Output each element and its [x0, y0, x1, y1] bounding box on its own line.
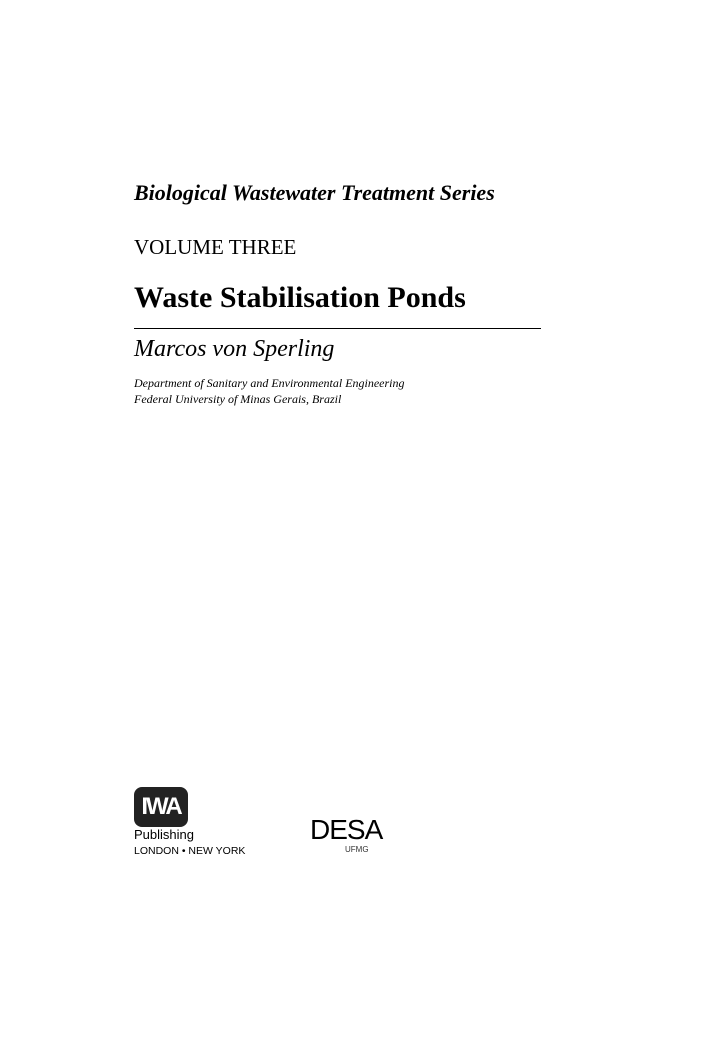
ufmg-logo-subtext: UFMG [345, 845, 369, 854]
author-name: Marcos von Sperling [134, 336, 335, 362]
iwa-logo: IWA [134, 787, 188, 827]
series-title: Biological Wastewater Treatment Series [134, 180, 495, 205]
affiliation-department: Department of Sanitary and Environmental Engineering [134, 376, 405, 390]
title-divider [134, 328, 541, 329]
affiliation-university: Federal University of Minas Gerais, Brazil [134, 392, 342, 406]
publisher-cities: LONDON • NEW YORK [134, 845, 246, 857]
publisher-name: Publishing [134, 827, 194, 842]
desa-logo: DESA [310, 814, 383, 845]
volume-label: VOLUME THREE [134, 235, 297, 259]
book-title: Waste Stabilisation Ponds [134, 281, 466, 314]
